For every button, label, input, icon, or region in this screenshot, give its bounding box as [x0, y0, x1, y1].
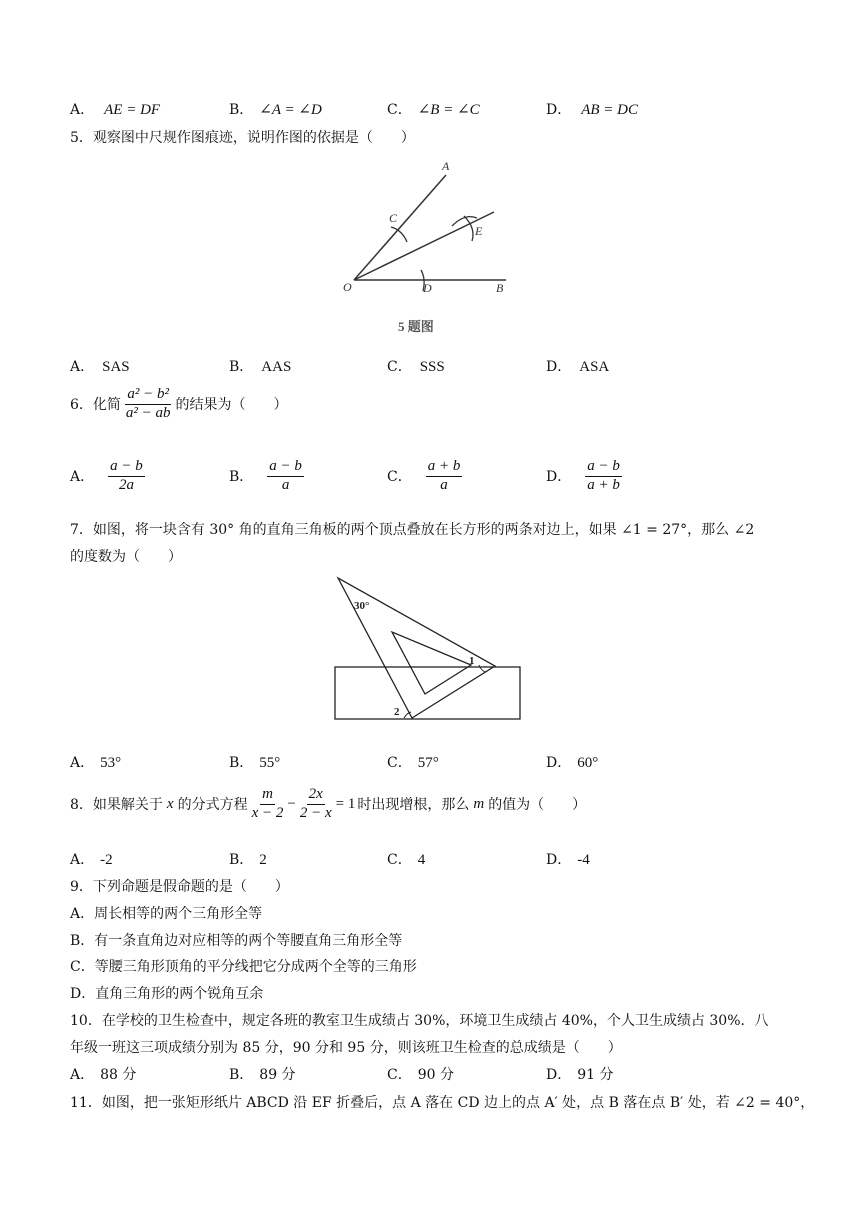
label-a: A — [442, 159, 450, 173]
q5-option-a: A． SAS — [70, 359, 130, 375]
q6-option-a: A． $\frac{a - b}{2a}$ — [70, 458, 143, 493]
q6-option-c: C． $\frac{a + b}{a}$ — [387, 458, 461, 493]
q8-option-b: B． 2 — [229, 852, 267, 868]
q10-line1: 10．在学校的卫生检查中，规定各班的教室卫生成绩占 30%，环境卫生成绩占 40%，个人卫生成绩占 30%．八 — [70, 1013, 769, 1029]
q5-option-b: B． AAS — [229, 359, 292, 375]
label-o: O — [343, 280, 352, 294]
q7-option-d: D． 60° — [546, 755, 599, 771]
q7-line1: 7．如图，将一块含有 30° 角的直角三角板的两个顶点叠放在长方形的两条对边上，如果 ∠1 = 27°，那么 ∠2 — [70, 522, 755, 538]
ray-oa — [354, 175, 446, 280]
arc-e2 — [464, 216, 473, 241]
q8-option-c: C． 4 — [387, 852, 426, 868]
triangle-inner — [392, 632, 471, 694]
q9-option-a: A．周长相等的两个三角形全等 — [70, 906, 263, 922]
q4-option-c: C． ∠B = ∠C — [387, 102, 480, 118]
q7-option-c: C． 57° — [387, 755, 439, 771]
q5-option-c: C． SSS — [387, 359, 445, 375]
label-30deg: 30° — [354, 600, 370, 612]
figure-caption: 5 题图 — [398, 319, 434, 334]
q5-stem: 5．观察图中尺规作图痕迹，说明作图的依据是（ ） — [70, 130, 415, 146]
q7-option-b: B． 55° — [229, 755, 281, 771]
q9-stem: 9．下列命题是假命题的是（ ） — [70, 879, 289, 895]
q6-option-b: B． $\frac{a - b}{a}$ — [229, 458, 302, 493]
q4-option-d: D． AB = DC — [546, 102, 639, 118]
q10-option-b: B． 89 分 — [229, 1067, 296, 1083]
label-e: E — [475, 224, 483, 238]
q11-line1: 11．如图，把一张矩形纸片 ABCD 沿 EF 折叠后，点 A 落在 CD 边上的点 A′ 处，点 B 落在点 B′ 处，若 ∠2 = 40°， — [70, 1095, 815, 1111]
q10-line2: 年级一班这三项成绩分别为 85 分，90 分和 95 分，则该班卫生检查的总成绩是（ ） — [70, 1040, 622, 1056]
q4-option-b: B． ∠A = ∠D — [229, 102, 322, 118]
q9-option-b: B．有一条直角边对应相等的两个等腰直角三角形全等 — [70, 933, 403, 949]
q5-option-d: D． ASA — [546, 359, 610, 375]
q4-option-a: A． AE = DF — [70, 102, 161, 118]
q6-fraction: $\frac{\text{a² − b²}}{\text{a² − ab}}$ — [125, 386, 171, 421]
q10-option-c: C． 90 分 — [387, 1067, 454, 1083]
q10-option-a: A． 88 分 — [70, 1067, 137, 1083]
q6-stem: 6．化简 $\frac{\text{a² − b²}}{\text{a² − ab}}$ 的结果为（ ） — [70, 386, 288, 421]
q5-figure — [330, 150, 520, 340]
q9-option-c: C．等腰三角形顶角的平分线把它分成两个全等的三角形 — [70, 959, 417, 975]
triangle-outer — [338, 578, 495, 718]
q10-option-d: D． 91 分 — [546, 1067, 614, 1083]
q7-figure — [325, 572, 530, 724]
label-d: D — [423, 281, 432, 295]
angle1-arc — [479, 665, 485, 672]
q7-option-a: A． 53° — [70, 755, 122, 771]
label-b: B — [496, 281, 504, 295]
q8-stem: 8．如果解关于 x 的分式方程 $\frac{m}{x - 2}$ − $\frac{2x}{2 - x}$ = 1 时出现增根，那么 m 的值为（ ） — [70, 786, 587, 821]
q8-option-d: D． -4 — [546, 852, 590, 868]
q6-option-d: D． $\frac{a - b}{a + b}$ — [546, 458, 620, 493]
q8-option-a: A． -2 — [70, 852, 113, 868]
label-c: C — [389, 211, 398, 225]
label-angle2: 2 — [394, 706, 400, 718]
label-angle1: 1 — [469, 655, 475, 667]
q8-fraction-1: $\frac{m}{x - 2}$ — [251, 786, 284, 821]
ray-oe — [354, 212, 494, 280]
q7-line2: 的度数为（ ） — [70, 549, 182, 565]
q8-fraction-2: $\frac{2x}{2 - x}$ — [299, 786, 332, 821]
q9-option-d: D．直角三角形的两个锐角互余 — [70, 986, 264, 1002]
